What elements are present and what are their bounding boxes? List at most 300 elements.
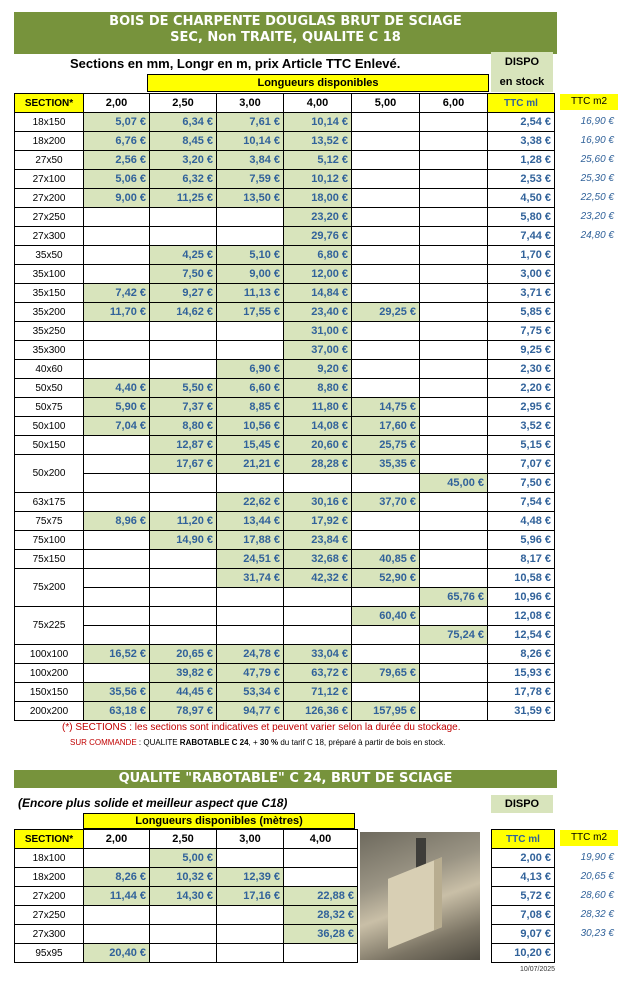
section-header: SECTION* xyxy=(15,830,84,849)
ttc-ml-cell: 12,08 € xyxy=(488,607,555,626)
price-cell xyxy=(352,208,420,227)
price-cell: 6,90 € xyxy=(217,360,284,379)
price-cell: 14,84 € xyxy=(284,284,352,303)
section-cell: 35x250 xyxy=(15,322,84,341)
section-cell: 200x200 xyxy=(15,702,84,721)
ttc-ml-cell: 5,96 € xyxy=(488,531,555,550)
ttc-m2-value: 19,90 € xyxy=(580,852,614,863)
price-cell xyxy=(84,227,150,246)
price-cell: 63,18 € xyxy=(84,702,150,721)
price-cell xyxy=(84,588,150,607)
price-cell xyxy=(217,208,284,227)
price-cell xyxy=(84,474,150,493)
price-cell xyxy=(84,246,150,265)
table-row xyxy=(15,944,358,963)
price-cell xyxy=(84,607,150,626)
price-cell: 37,00 € xyxy=(284,341,352,360)
ttc-ml-cell: 7,08 € xyxy=(492,906,555,925)
ttc-m2-value: 25,30 € xyxy=(580,173,614,184)
table-header-row xyxy=(15,830,358,849)
table-row xyxy=(15,474,555,493)
section-cell: 18x150 xyxy=(15,113,84,132)
dispo-header xyxy=(491,52,553,92)
price-cell xyxy=(284,588,352,607)
price-cell: 7,59 € xyxy=(217,170,284,189)
price-cell xyxy=(352,265,420,284)
price-cell: 52,90 € xyxy=(352,569,420,588)
section-cell: 75x225 xyxy=(15,607,84,645)
price-cell xyxy=(352,113,420,132)
length-header: 2,50 xyxy=(150,94,217,113)
price-cell xyxy=(84,493,150,512)
price-cell xyxy=(217,607,284,626)
price-cell: 12,00 € xyxy=(284,265,352,284)
price-cell: 6,34 € xyxy=(150,113,217,132)
price-cell: 14,08 € xyxy=(284,417,352,436)
price-cell: 11,70 € xyxy=(84,303,150,322)
price-cell: 3,20 € xyxy=(150,151,217,170)
table-row xyxy=(492,925,555,944)
length-header: 3,00 xyxy=(217,830,284,849)
price-cell: 4,40 € xyxy=(84,379,150,398)
price-cell xyxy=(420,284,488,303)
table-row xyxy=(15,398,555,417)
price-cell: 7,04 € xyxy=(84,417,150,436)
price-cell xyxy=(420,493,488,512)
section-cell: 75x100 xyxy=(15,531,84,550)
price-cell xyxy=(420,417,488,436)
price-cell: 94,77 € xyxy=(217,702,284,721)
ttc-ml-cell: 2,95 € xyxy=(488,398,555,417)
banner-line-1: BOIS DE CHARPENTE DOUGLAS BRUT DE SCIAGE xyxy=(109,14,462,29)
ttc-ml-cell: 7,54 € xyxy=(488,493,555,512)
price-cell: 7,37 € xyxy=(150,398,217,417)
table-row xyxy=(15,626,555,645)
section-cell: 50x150 xyxy=(15,436,84,455)
price-cell: 10,56 € xyxy=(217,417,284,436)
table-row xyxy=(15,227,555,246)
price-cell: 10,12 € xyxy=(284,170,352,189)
section-cell: 50x200 xyxy=(15,455,84,493)
table-row xyxy=(15,887,358,906)
price-cell xyxy=(84,436,150,455)
ttc-ml-cell: 5,80 € xyxy=(488,208,555,227)
price-cell xyxy=(420,398,488,417)
price-cell xyxy=(150,626,217,645)
price-cell xyxy=(352,645,420,664)
price-cell: 6,80 € xyxy=(284,246,352,265)
order-note-percent: 30 % xyxy=(259,738,279,747)
section-cell: 63x175 xyxy=(15,493,84,512)
price-cell xyxy=(84,626,150,645)
order-note-quality: RABOTABLE C 24 xyxy=(179,738,249,747)
price-cell: 24,78 € xyxy=(217,645,284,664)
price-cell: 25,75 € xyxy=(352,436,420,455)
price-cell: 23,20 € xyxy=(284,208,352,227)
price-cell xyxy=(150,569,217,588)
ttc-ml-cell: 8,26 € xyxy=(488,645,555,664)
price-cell: 60,40 € xyxy=(352,607,420,626)
price-cell: 3,84 € xyxy=(217,151,284,170)
ttc-ml-cell: 2,53 € xyxy=(488,170,555,189)
length-header: 4,00 xyxy=(284,94,352,113)
price-cell: 18,00 € xyxy=(284,189,352,208)
price-cell: 31,74 € xyxy=(217,569,284,588)
footer-date: 10/07/2025 xyxy=(520,966,556,973)
section-cell: 75x75 xyxy=(15,512,84,531)
price-cell xyxy=(284,474,352,493)
section-cell: 35x200 xyxy=(15,303,84,322)
table-row xyxy=(492,849,555,868)
length-header: 6,00 xyxy=(420,94,488,113)
price-cell xyxy=(284,607,352,626)
price-cell xyxy=(352,588,420,607)
ttc-ml-cell: 3,00 € xyxy=(488,265,555,284)
price-cell xyxy=(84,322,150,341)
price-cell xyxy=(217,588,284,607)
price-cell: 126,36 € xyxy=(284,702,352,721)
price-cell: 11,13 € xyxy=(217,284,284,303)
price-cell: 36,28 € xyxy=(284,925,358,944)
ttc-ml-cell: 10,20 € xyxy=(492,944,555,963)
price-cell xyxy=(352,531,420,550)
price-cell xyxy=(420,265,488,284)
price-cell: 17,16 € xyxy=(217,887,284,906)
table-row xyxy=(15,455,555,474)
ttc-m2-value: 23,20 € xyxy=(580,211,614,222)
price-cell: 47,79 € xyxy=(217,664,284,683)
price-cell: 6,76 € xyxy=(84,132,150,151)
section-cell: 35x50 xyxy=(15,246,84,265)
price-cell xyxy=(217,322,284,341)
ttc-ml-cell: 2,54 € xyxy=(488,113,555,132)
price-cell: 33,04 € xyxy=(284,645,352,664)
price-cell: 5,00 € xyxy=(150,849,217,868)
price-cell: 7,61 € xyxy=(217,113,284,132)
price-cell xyxy=(150,607,217,626)
price-cell: 12,39 € xyxy=(217,868,284,887)
price-cell xyxy=(420,436,488,455)
section-cell: 27x300 xyxy=(15,227,84,246)
price-cell: 157,95 € xyxy=(352,702,420,721)
price-cell: 13,50 € xyxy=(217,189,284,208)
price-cell xyxy=(150,227,217,246)
price-cell: 6,32 € xyxy=(150,170,217,189)
section-cell: 35x150 xyxy=(15,284,84,303)
price-cell: 40,85 € xyxy=(352,550,420,569)
price-cell xyxy=(84,341,150,360)
price-cell: 35,35 € xyxy=(352,455,420,474)
section-cell: 75x200 xyxy=(15,569,84,607)
section-cell: 75x150 xyxy=(15,550,84,569)
table-row xyxy=(15,849,358,868)
table-row xyxy=(15,531,555,550)
price-cell: 20,65 € xyxy=(150,645,217,664)
price-cell xyxy=(352,626,420,645)
ttc-ml-cell: 3,52 € xyxy=(488,417,555,436)
price-cell xyxy=(420,189,488,208)
price-cell xyxy=(352,474,420,493)
price-cell: 5,07 € xyxy=(84,113,150,132)
price-cell xyxy=(217,341,284,360)
table-row xyxy=(15,379,555,398)
price-cell: 31,00 € xyxy=(284,322,352,341)
price-cell: 79,65 € xyxy=(352,664,420,683)
section-cell: 18x200 xyxy=(15,868,84,887)
price-cell xyxy=(420,607,488,626)
section-cell: 40x60 xyxy=(15,360,84,379)
price-cell xyxy=(352,360,420,379)
price-cell: 8,96 € xyxy=(84,512,150,531)
table-row xyxy=(15,664,555,683)
ttc-ml-cell: 7,50 € xyxy=(488,474,555,493)
section-cell: 27x250 xyxy=(15,906,84,925)
ttc-m2-header-2: TTC m2 xyxy=(560,830,618,846)
ttc-m2-value: 16,90 € xyxy=(580,135,614,146)
price-cell: 8,85 € xyxy=(217,398,284,417)
price-cell xyxy=(150,493,217,512)
order-note xyxy=(70,738,445,747)
price-cell: 4,25 € xyxy=(150,246,217,265)
ttc-ml-cell: 31,59 € xyxy=(488,702,555,721)
price-cell: 9,00 € xyxy=(84,189,150,208)
price-cell xyxy=(84,550,150,569)
section-cell: 50x75 xyxy=(15,398,84,417)
price-cell xyxy=(84,906,150,925)
price-cell: 5,50 € xyxy=(150,379,217,398)
table-row xyxy=(15,493,555,512)
price-cell: 8,26 € xyxy=(84,868,150,887)
section-cell: 27x250 xyxy=(15,208,84,227)
price-cell xyxy=(150,360,217,379)
price-cell xyxy=(84,455,150,474)
price-cell: 30,16 € xyxy=(284,493,352,512)
price-cell: 9,27 € xyxy=(150,284,217,303)
price-cell: 29,25 € xyxy=(352,303,420,322)
table-row xyxy=(15,868,358,887)
price-cell: 10,32 € xyxy=(150,868,217,887)
price-cell: 28,28 € xyxy=(284,455,352,474)
ttc-m2-header: TTC m2 xyxy=(560,94,618,110)
section-cell: 18x100 xyxy=(15,849,84,868)
price-cell xyxy=(150,322,217,341)
table-row xyxy=(15,417,555,436)
price-cell: 5,12 € xyxy=(284,151,352,170)
price-cell: 17,92 € xyxy=(284,512,352,531)
price-cell xyxy=(420,455,488,474)
ttc-ml-cell: 4,13 € xyxy=(492,868,555,887)
table-row xyxy=(15,265,555,284)
ttc-ml-cell: 10,58 € xyxy=(488,569,555,588)
table-row xyxy=(15,550,555,569)
table-row xyxy=(15,702,555,721)
table-row xyxy=(15,436,555,455)
price-cell: 14,75 € xyxy=(352,398,420,417)
ttc-ml-cell: 5,15 € xyxy=(488,436,555,455)
price-cell: 8,80 € xyxy=(150,417,217,436)
price-cell: 21,21 € xyxy=(217,455,284,474)
price-cell xyxy=(217,849,284,868)
section-cell: 150x150 xyxy=(15,683,84,702)
sections-note: (*) SECTIONS : les sections sont indicatives et peuvent varier selon la durée du stockage. xyxy=(62,722,461,733)
table-row xyxy=(15,132,555,151)
price-cell xyxy=(420,569,488,588)
ttc-ml-cell: 1,70 € xyxy=(488,246,555,265)
table-row xyxy=(492,944,555,963)
ttc-ml-cell: 7,75 € xyxy=(488,322,555,341)
length-header: 2,50 xyxy=(150,830,217,849)
price-cell: 24,51 € xyxy=(217,550,284,569)
table-row xyxy=(492,906,555,925)
table-row xyxy=(15,925,358,944)
order-note-text-a: : QUALITE xyxy=(136,738,180,747)
price-cell xyxy=(84,208,150,227)
price-cell: 20,40 € xyxy=(84,944,150,963)
section-cell: 27x300 xyxy=(15,925,84,944)
ttc-ml-table-c24 xyxy=(491,829,555,963)
table-row xyxy=(15,189,555,208)
ttc-ml-cell: 2,20 € xyxy=(488,379,555,398)
price-cell: 22,62 € xyxy=(217,493,284,512)
price-cell: 32,68 € xyxy=(284,550,352,569)
price-cell xyxy=(352,246,420,265)
table-row xyxy=(15,151,555,170)
price-cell xyxy=(352,379,420,398)
price-cell xyxy=(217,944,284,963)
price-cell xyxy=(420,645,488,664)
table-row xyxy=(492,868,555,887)
price-cell: 6,60 € xyxy=(217,379,284,398)
price-cell: 71,12 € xyxy=(284,683,352,702)
section-cell: 50x50 xyxy=(15,379,84,398)
price-cell xyxy=(84,849,150,868)
price-cell: 13,52 € xyxy=(284,132,352,151)
price-cell xyxy=(84,531,150,550)
price-cell xyxy=(420,531,488,550)
table-row xyxy=(15,906,358,925)
price-table-c18 xyxy=(14,93,555,721)
table-header-row xyxy=(15,94,555,113)
ttc-ml-cell: 8,17 € xyxy=(488,550,555,569)
price-cell: 14,30 € xyxy=(150,887,217,906)
price-cell: 39,82 € xyxy=(150,664,217,683)
price-cell xyxy=(420,702,488,721)
price-cell: 10,14 € xyxy=(284,113,352,132)
price-cell xyxy=(352,227,420,246)
sawmill-photo xyxy=(360,832,480,960)
price-cell xyxy=(352,284,420,303)
section-cell: 27x200 xyxy=(15,887,84,906)
ttc-ml-cell: 4,48 € xyxy=(488,512,555,531)
price-cell: 8,45 € xyxy=(150,132,217,151)
price-cell xyxy=(420,170,488,189)
dispo-line-2: en stock xyxy=(499,76,545,88)
ttc-ml-cell: 3,71 € xyxy=(488,284,555,303)
timber-beam-icon xyxy=(388,857,442,949)
ttc-m2-value: 20,65 € xyxy=(580,871,614,882)
price-cell xyxy=(352,683,420,702)
intro-rabotable: (Encore plus solide et meilleur aspect que C18) xyxy=(18,796,288,810)
section-header: SECTION* xyxy=(15,94,84,113)
ttc-ml-header: TTC ml xyxy=(492,830,555,849)
price-cell xyxy=(284,944,358,963)
table-row xyxy=(15,645,555,664)
price-cell xyxy=(420,683,488,702)
section-cell: 27x50 xyxy=(15,151,84,170)
price-cell: 17,55 € xyxy=(217,303,284,322)
length-header: 5,00 xyxy=(352,94,420,113)
ttc-ml-cell: 1,28 € xyxy=(488,151,555,170)
table-row xyxy=(15,322,555,341)
table-row xyxy=(15,246,555,265)
price-cell: 16,52 € xyxy=(84,645,150,664)
price-cell xyxy=(150,588,217,607)
price-cell: 15,45 € xyxy=(217,436,284,455)
section-cell: 35x300 xyxy=(15,341,84,360)
section-cell: 95x95 xyxy=(15,944,84,963)
price-cell: 11,44 € xyxy=(84,887,150,906)
ttc-ml-cell: 2,30 € xyxy=(488,360,555,379)
price-cell xyxy=(84,569,150,588)
price-cell xyxy=(352,132,420,151)
ttc-ml-cell: 5,72 € xyxy=(492,887,555,906)
price-cell: 14,62 € xyxy=(150,303,217,322)
dispo-header-2: DISPO xyxy=(491,795,553,813)
ttc-ml-cell: 12,54 € xyxy=(488,626,555,645)
length-header: 3,00 xyxy=(217,94,284,113)
ttc-m2-value: 24,80 € xyxy=(580,230,614,241)
price-cell xyxy=(420,664,488,683)
price-cell: 65,76 € xyxy=(420,588,488,607)
table-row xyxy=(15,208,555,227)
price-cell: 17,67 € xyxy=(150,455,217,474)
price-cell xyxy=(84,265,150,284)
price-cell: 78,97 € xyxy=(150,702,217,721)
price-cell: 11,20 € xyxy=(150,512,217,531)
ttc-m2-value: 28,32 € xyxy=(580,909,614,920)
table-row xyxy=(15,341,555,360)
price-cell: 37,70 € xyxy=(352,493,420,512)
ttc-m2-value: 28,60 € xyxy=(580,890,614,901)
lengths-header-2: Longueurs disponibles (mètres) xyxy=(83,813,355,829)
price-cell xyxy=(420,303,488,322)
price-table-c24 xyxy=(14,829,358,963)
length-header: 4,00 xyxy=(284,830,358,849)
ttc-m2-value: 30,23 € xyxy=(580,928,614,939)
ttc-m2-value: 16,90 € xyxy=(580,116,614,127)
price-cell: 5,10 € xyxy=(217,246,284,265)
ttc-ml-cell: 17,78 € xyxy=(488,683,555,702)
banner-line-2: SEC, Non TRAITE, QUALITE C 18 xyxy=(170,30,401,45)
price-cell: 63,72 € xyxy=(284,664,352,683)
price-cell: 29,76 € xyxy=(284,227,352,246)
ttc-m2-value: 22,50 € xyxy=(580,192,614,203)
price-cell: 8,80 € xyxy=(284,379,352,398)
ttc-ml-cell: 7,44 € xyxy=(488,227,555,246)
table-row xyxy=(15,284,555,303)
ttc-ml-cell: 7,07 € xyxy=(488,455,555,474)
price-cell xyxy=(352,341,420,360)
price-cell: 5,06 € xyxy=(84,170,150,189)
dispo-line-1: DISPO xyxy=(504,56,540,68)
price-cell: 23,84 € xyxy=(284,531,352,550)
price-cell: 20,60 € xyxy=(284,436,352,455)
price-cell xyxy=(420,341,488,360)
price-cell: 11,80 € xyxy=(284,398,352,417)
price-cell: 2,56 € xyxy=(84,151,150,170)
section-cell: 27x100 xyxy=(15,170,84,189)
section-cell: 27x200 xyxy=(15,189,84,208)
